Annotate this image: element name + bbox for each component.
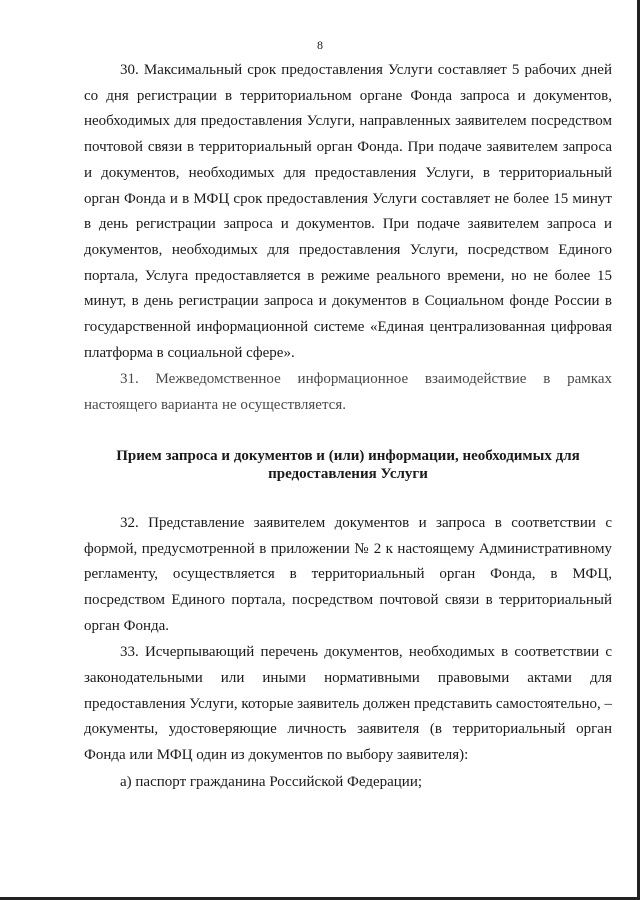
section-heading [84, 447, 612, 483]
section-heading-line-2: предоставления Услуги [268, 465, 428, 482]
document-body [84, 58, 612, 796]
list-item-a: а) паспорт гражданина Российской Федерации; [120, 773, 423, 790]
paragraph-30: 30. Максимальный срок предоставления Услуги составляет 5 рабочих дней со дня регистрации в территориальном органе Фонда запроса и документов, необходимых для предоставления Услуги, направленных заявителем посредством почтовой связи в территориальный орган Фонда. При подаче заявителем запроса и документов, необходимых для предоставления Услуги, в территориальный орган Фонда и в МФЦ срок предоставления Услуги составляет не более 15 минут в день регистрации запроса и документов. При подаче заявителем запроса и документов, необходимых для предоставления Услуги, посредством Единого портала, Услуга предоставляется в режиме реального времени, но не более 15 минут, в день регистрации запроса и документов в Социальном фонде России в государственной информационной системе «Единая централизованная цифровая платформа в социальной сфере». [84, 62, 612, 361]
paragraph-31: 31. Межведомственное информационное взаимодействие в рамках настоящего варианта не осуществляется. [84, 371, 612, 414]
paragraph-32: 32. Представление заявителем документов и запроса в соответствии с формой, предусмотренной в приложении № 2 к настоящему Административному регламенту, осуществляется в территориальный орган Фонда, в МФЦ, посредством Единого портала, посредством почтовой связи в территориальный орган Фонда. [84, 514, 612, 634]
section-heading-line-1: Прием запроса и документов и (или) информации, необходимых для [116, 447, 580, 464]
page-number: 8 [317, 38, 323, 52]
paragraph-33: 33. Исчерпывающий перечень документов, необходимых в соответствии с законодательными или иными нормативными правовыми актами для предоставления Услуги, которые заявитель должен представить самостоятельно, – документы, удостоверяющие личность заявителя (в территориальный орган Фонда или МФЦ один из документов по выбору заявителя): [84, 644, 612, 764]
